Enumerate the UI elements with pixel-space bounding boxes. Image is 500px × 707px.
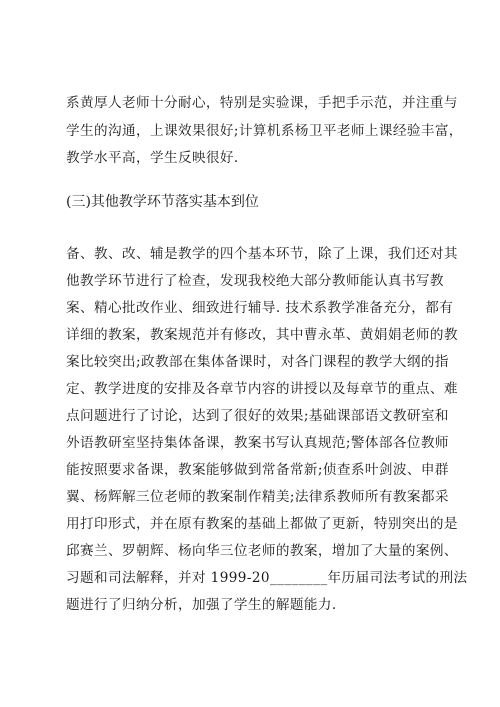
paragraph-2-line-4: 详细的教案，教案规范并有修改，其中曹永革、黄娟娟老师的教: [66, 327, 458, 343]
paragraph-2-line-7: 点问题进行了讨论，达到了很好的效果;基础课部语文教研室和: [66, 408, 449, 424]
paragraph-2-line-14: 题进行了归纳分析，加强了学生的解题能力.: [66, 597, 337, 613]
paragraph-1-line-2: 学生的沟通，上课效果很好;计算机系杨卫平老师上课经验丰富，: [66, 123, 463, 139]
paragraph-2-line-8: 外语教研室坚持集体备课，教案书写认真规范;警体部各位教师: [66, 435, 449, 451]
paragraph-2-line-9: 能按照要求备课，教案能够做到常备常新;侦查系叶剑波、申群: [66, 462, 449, 478]
section-heading: (三)其他教学环节落实基本到位: [66, 194, 259, 210]
paragraph-2-line-11: 用打印形式，并在原有教案的基础上都做了更新，特别突出的是: [66, 516, 458, 532]
paragraph-2-line-12: 邱赛兰、罗朝辉、杨向华三位老师的教案，增加了大量的案例、: [66, 543, 458, 559]
paragraph-2-line-6: 定、教学进度的安排及各章节内容的讲授以及每章节的重点、难: [66, 381, 458, 397]
paragraph-1-line-1: 系黄厚人老师十分耐心，特别是实验课，手把手示范，并注重与: [66, 95, 458, 111]
paragraph-1-line-3: 教学水平高，学生反映很好.: [66, 150, 239, 166]
paragraph-2-line-2: 他教学环节进行了检查，发现我校绝大部分教师能认真书写教: [66, 273, 444, 289]
paragraph-2-line-3: 案、精心批改作业、细致进行辅导. 技术系教学准备充分，都有: [66, 300, 454, 316]
paragraph-2-line-1: 备、教、改、辅是教学的四个基本环节，除了上课，我们还对其: [66, 246, 458, 262]
paragraph-2-line-5: 案比较突出;政教部在集体备课时，对各门课程的教学大纲的指: [66, 354, 449, 370]
paragraph-2-line-10: 翼、杨辉解三位老师的教案制作精美;法律系教师所有教案都采: [66, 489, 449, 505]
paragraph-2-line-13: 习题和司法解释，并对 1999-20________年历届司法考试的刑法: [66, 570, 468, 586]
